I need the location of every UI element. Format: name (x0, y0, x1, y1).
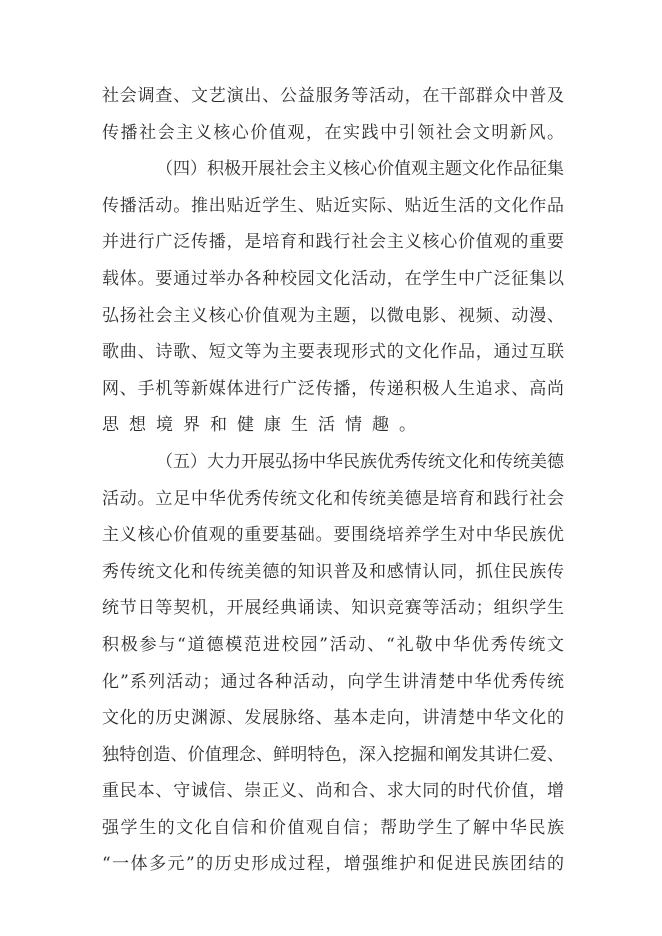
text-line: 网、手机等新媒体进行广泛传播，传递积极人生追求、高尚 (102, 378, 564, 399)
text-line: 强学生的文化自信和价值观自信；帮助学生了解中华民族 (102, 817, 564, 838)
text-line: 载体。要通过举办各种校园文化活动，在学生中广泛征集以 (102, 268, 564, 289)
text-line: “一体多元”的历史形成过程，增强维护和促进民族团结的 (102, 854, 564, 875)
text-line: 化”系列活动；通过各种活动，向学生讲清楚中华优秀传统 (102, 671, 564, 692)
text-line: （四）积极开展社会主义核心价值观主题文化作品征集 (156, 159, 564, 180)
text-line: 活动。立足中华优秀传统文化和传统美德是培育和践行社会 (102, 488, 564, 509)
text-line: 社会调查、文艺演出、公益服务等活动，在干部群众中普及 (102, 86, 564, 106)
text-line: 传播社会主义核心价值观，在实践中引领社会文明新风。 (102, 122, 564, 143)
document-page (102, 78, 564, 883)
text-line: 重民本、守诚信、崇正义、尚和合、求大同的时代价值，增 (102, 781, 564, 802)
text-line: 传播活动。推出贴近学生、贴近实际、贴近生活的文化作品 (102, 195, 564, 216)
text-line: 歌曲、诗歌、短文等为主要表现形式的文化作品，通过互联 (102, 342, 564, 363)
text-line: 独特创造、价值理念、鲜明特色，深入挖掘和阐发其讲仁爱、 (102, 744, 564, 765)
text-line: 主义核心价值观的重要基础。要围绕培养学生对中华民族优 (102, 525, 564, 546)
text-line: 统节日等契机，开展经典诵读、知识竞赛等活动；组织学生 (102, 598, 564, 619)
text-line: 文化的历史渊源、发展脉络、基本走向，讲清楚中华文化的 (102, 708, 564, 729)
text-line: 思想境界和健康生活情趣。 (102, 415, 426, 436)
text-line: （五）大力开展弘扬中华民族优秀传统文化和传统美德 (156, 451, 564, 472)
text-line: 并进行广泛传播，是培育和践行社会主义核心价值观的重要 (102, 232, 564, 253)
text-line: 秀传统文化和传统美德的知识普及和感情认同，抓住民族传 (102, 561, 564, 582)
text-line: 积极参与“道德模范进校园”活动、“礼敬中华优秀传统文 (102, 634, 564, 655)
text-line: 弘扬社会主义核心价值观为主题，以微电影、视频、动漫、 (102, 305, 564, 326)
